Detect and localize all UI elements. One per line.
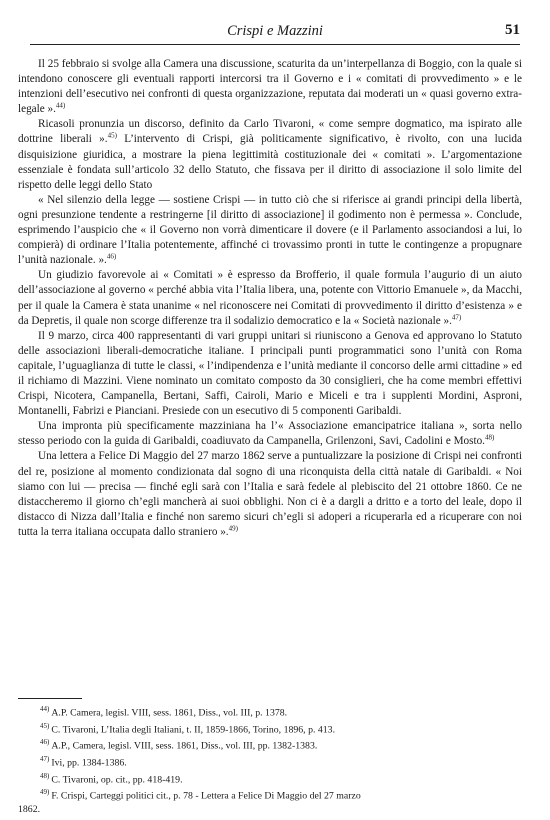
paragraph: Ricasoli pronunzia un discorso, definito da Carlo Tivaroni, « come sempre dogmatico, ma ispirato alle dottrine liberali ».$^{45)}$ L’intervento di Crispi, già politicamente significativo, è rivolto, con una lucida disquisizione giuridica, a mostrare la piena legittimità costituzionale dei « comitati ». L’argomentazione essenziale è fondata sull’articolo 32 dello Statuto, che fissava per il diritto di associazione il solo limite del rispetto delle leggi dello Stato (18, 118, 522, 191)
paragraph: Il 25 febbraio si svolge alla Camera una discussione, scaturita da un’interpellanza di Boggio, con la quale si intendono conoscere gli eventuali rapporti intercorsi tra il Governo e i « comitati di provvedimento » e le intenzioni dell’esecutivo nei confronti di questa organizzazione, reputata dai moderati un « quasi governo extra-legale ».$^{44)}$ (18, 58, 522, 116)
paragraph: « Nel silenzio della legge — sostiene Crispi — in tutto ciò che si riferisce ai grandi principi della libertà, ogni presunzione tendente a restringerne [il diritto di associazione] il godimento non è permessa ». Conclude, esprimendo l’auspicio che « il Governo non vorrà dimenticare il dovere (e il Parlamento associandosi a lui, lo compierà) di ordinare l’Italia potentemente, affinché ci trovassimo pronti in tutte le contingenze a propugnare l’unità nazionale. ».$^{46)}$ (18, 193, 522, 267)
footnote-ref: 46) (106, 252, 117, 261)
footnote-ref: 49) (228, 524, 238, 533)
paragraph: Il 9 marzo, circa 400 rappresentanti di vari gruppi unitari si riuniscono a Genova ed approvano lo Statuto delle associazioni liberali-democratiche italiane. I principali punti programmatici sono l’unità con Roma capitale, l’uguaglianza di tutte le classi, « l’indipendenza e l’unità mediante il concorso delle armi cittadine » ed il richiamo di Mazzini. Viene nominato un comitato composto da 30 consiglieri, che ha come membri effettivi Crispi, Nicotera, Campanella, Bertani, Saffi, Cairoli, Mario e Miceli e tra i supplenti Mordini, Asproni, Montanelli, Fabrizi e Pianciani. Presiede con un esecutivo di 5 componenti Garibaldi. (18, 329, 522, 418)
footnote-ref: 45) (107, 131, 117, 140)
footnote: $^{49)}$ F. Crispi, Carteggi politici cit., p. 78 - Lettera a Felice Di Maggio del 27 marzo (40, 788, 361, 802)
footnote: $^{44)}$ A.P. Camera, legisl. VIII, sess. 1861, Diss., vol. III, p. 1378. (40, 705, 288, 719)
footnote-divider (18, 698, 82, 699)
footnotes (18, 703, 522, 816)
footnote-continuation: 1862. (18, 804, 41, 816)
footnote-ref: 48) (484, 433, 495, 442)
running-title: Crispi e Mazzini (227, 23, 323, 39)
footnote: $^{47)}$ Ivi, pp. 1384-1386. (40, 755, 127, 769)
page-number: 51 (505, 22, 520, 38)
body-text (18, 57, 522, 540)
footnote: $^{46)}$ A.P., Camera, legisl. VIII, sess. 1861, Diss., vol. III, pp. 1382-1383. (40, 738, 318, 752)
paragraph: Una lettera a Felice Di Maggio del 27 marzo 1862 serve a puntualizzare la posizione di Crispi nei confronti del re, posizione al momento condizionata dal sogno di una riconquista della città natale di Garibaldi. « Noi siamo con lui — precisa — finché egli sarà con l’Italia e sarà fedele al plebiscito del 21 ottobre 1860. Ce ne distaccheremo il giorno ch’egli mancherà ai suoi obblighi. Non ci è a dargli a dritto e a torto del leale, dopo il distacco di Nizza dall’Italia e finché non saremo sicuri ch’egli si adoperi a ricuperarla ed a ricuperare con noi tutta la terra italiana occupata dallo straniero ».$^{49)}$ (18, 450, 522, 538)
footnote-ref: 47) (451, 312, 462, 321)
paragraph: Un giudizio favorevole ai « Comitati » è espresso da Brofferio, il quale formula l’augurio di un aiuto dell’associazione al governo « perché abbia vita l’Italia libera, una, potente con Vittorio Emanuele », da Macchi, per il quale la Camera è stata unanime « nel riconoscere nei Comitati di provvedimento il diritto d’esistenza » e da Depretis, il quale non scorge differenze tra il sodalizio democratico e la « Società nazionale ».$^{47)}$ (18, 269, 522, 327)
footnote: $^{48)}$ C. Tivaroni, op. cit., pp. 418-419. (40, 771, 183, 785)
footnote: $^{45)}$ C. Tivaroni, L’Italia degli Italiani, t. II, 1859-1866, Torino, 1896, p. 413. (40, 721, 336, 735)
page-header (30, 22, 520, 45)
footnote-ref: 44) (55, 101, 66, 110)
paragraph: Una impronta più specificamente mazziniana ha l’« Associazione emancipatrice italiana », sorta nello stesso periodo con la guida di Garibaldi, coadiuvato da Campanella, Grilenzoni, Savi, Cadolini e Mosto.$^{48)}$ (18, 420, 522, 448)
